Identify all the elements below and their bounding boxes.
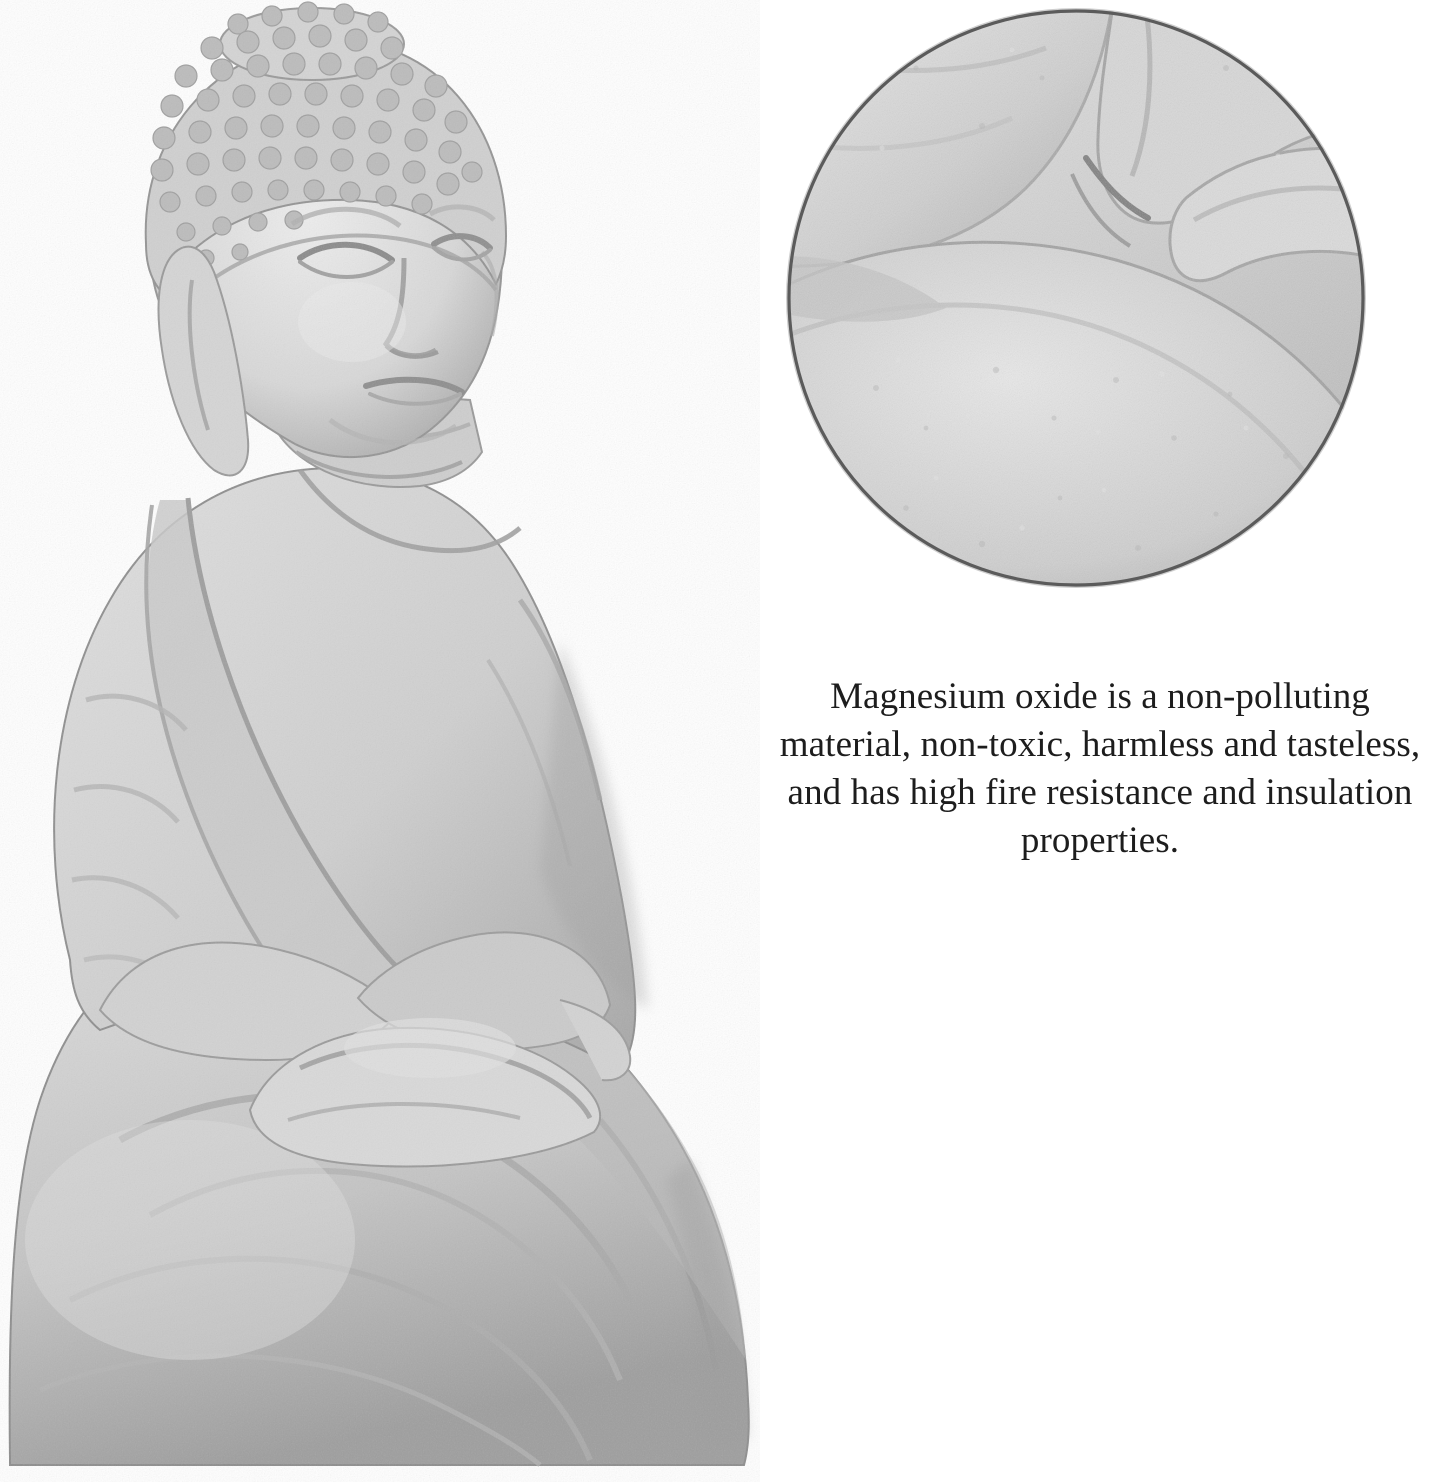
material-caption: Magnesium oxide is a non-polluting material, non-toxic, harmless and tasteless, and has high fire resistance and insulation properties. [779,676,1421,862]
material-closeup-circle [786,8,1366,588]
material-closeup-illustration [786,8,1366,588]
